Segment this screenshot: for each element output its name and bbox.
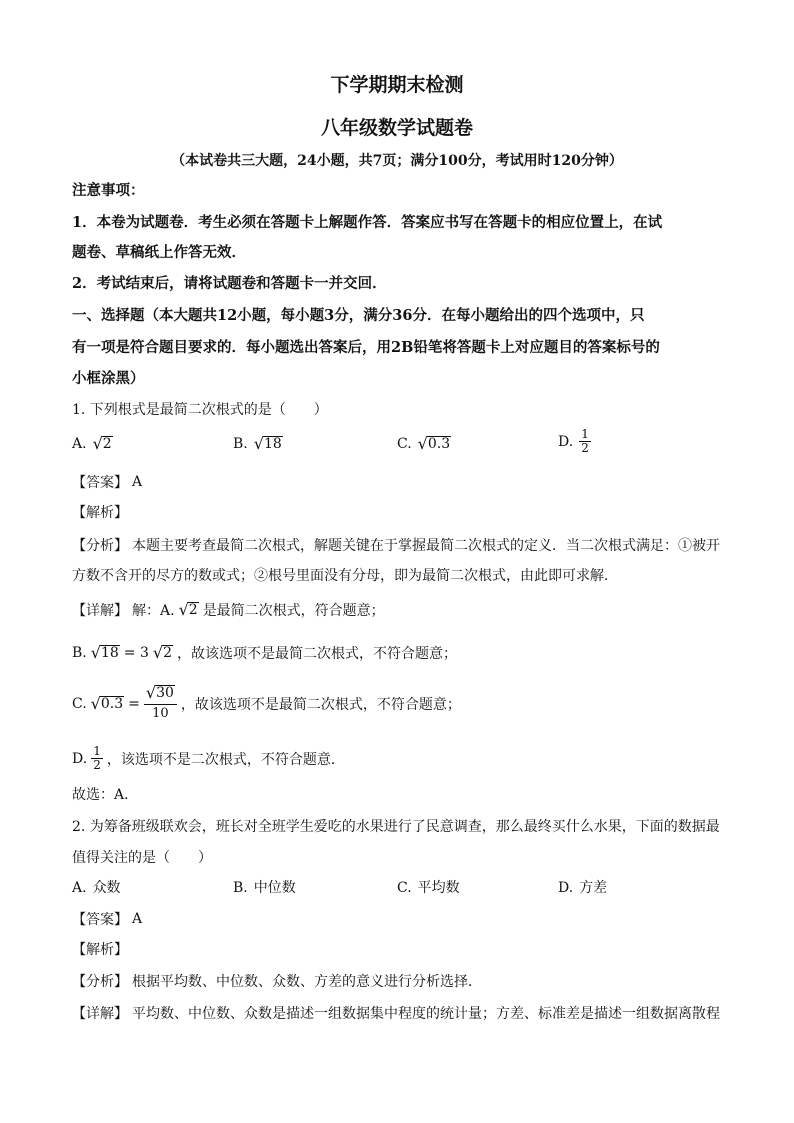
radicand: 2 [188, 602, 198, 618]
option-letter: B. [72, 645, 87, 661]
sqrt-icon: √ [145, 683, 157, 702]
detail-d-text: ，该选项不是二次根式，不符合题意． [106, 751, 345, 768]
equals-text: = 3 [123, 645, 149, 661]
exam-title: 下学期期末检测 [330, 74, 464, 96]
option-letter: B. [233, 436, 248, 452]
notes-item-2: 2．考试结束后，请将试题卷和答题卡一并交回． [72, 275, 387, 292]
sqrt-icon: √ [253, 434, 264, 453]
sqrt-icon: √ [152, 643, 164, 662]
q1-detail-c [72, 685, 461, 723]
detail-tag: 【详解】 [72, 1006, 128, 1022]
denominator: 10 [152, 706, 169, 721]
denominator: 2 [93, 758, 101, 772]
q2-option-b [233, 877, 296, 899]
sqrt-icon: √ [90, 643, 101, 662]
exam-info: （本试卷共三大题，24小题，共7页；满分100分，考试用时120分钟） [171, 153, 623, 169]
q2-analysis-tag: 【解析】 [72, 942, 128, 958]
sqrt-expression [93, 436, 113, 452]
answer-value: A [132, 911, 143, 927]
fenxi-text: 本题主要考查最简二次根式，解题关键在于掌握最简二次根式的定义．当二次根式满足：①被开 [132, 538, 720, 554]
option-letter: D. [558, 433, 574, 450]
radicand: 18 [263, 436, 282, 452]
q1-answer [72, 472, 142, 492]
question-2-stem-line-2: 值得关注的是（ ） [72, 850, 212, 866]
sqrt-expression [418, 436, 451, 452]
equals-text: = [128, 696, 140, 712]
radicand: 0.3 [427, 436, 451, 452]
sqrt-icon: √ [178, 600, 189, 619]
q2-option-d [558, 877, 607, 899]
denominator: 2 [581, 441, 589, 455]
sqrt-expression [91, 696, 124, 712]
exam-subject-title: 八年级数学试题卷 [320, 117, 473, 139]
q2-option-a [72, 877, 121, 899]
q2-answer [72, 909, 142, 929]
q1-detail-b [72, 643, 457, 663]
fenxi-text: 根据平均数、中位数、众数、方差的意义进行分析选择． [132, 974, 482, 990]
sqrt-expression [146, 685, 175, 701]
option-text: 中位数 [253, 880, 296, 896]
radicand: 2 [163, 645, 172, 661]
sqrt-icon: √ [417, 434, 428, 453]
question-1-stem: 1. 下列根式是最简二次根式的是（ ） [72, 402, 328, 418]
option-text: 平均数 [417, 880, 460, 896]
fenxi-tag: 【分析】 [72, 974, 128, 990]
q1-option-c [397, 433, 451, 455]
q1-option-b [233, 433, 283, 455]
detail-a-text: 是最简二次根式，符合题意； [202, 603, 385, 619]
detail-prefix: 解：A. [132, 603, 175, 619]
fenxi-tag: 【分析】 [72, 538, 128, 554]
radicand: 2 [102, 436, 112, 452]
question-2-stem-line-1: 2. 为筹备班级联欢会，班长对全班学生爱吃的水果进行了民意调查，那么最终买什么水果，下面的数据最 [72, 819, 720, 835]
option-letter: D. [72, 750, 88, 767]
detail-c-text: ，故该选项不是最简二次根式，不符合题意； [180, 697, 461, 713]
sqrt-expression [254, 436, 283, 452]
answer-value: A [132, 474, 143, 490]
fraction [91, 745, 103, 772]
q2-option-c [397, 877, 460, 899]
radicand: 0.3 [100, 696, 124, 712]
answer-tag: 【答案】 [72, 475, 128, 491]
option-letter: B. [233, 880, 248, 896]
detail-tag: 【详解】 [72, 603, 128, 619]
detail-text: 平均数、中位数、众数是描述一组数据集中程度的统计量；方差、标准差是描述一组数据离散程 [132, 1006, 720, 1022]
q1-conclusion: 故选：A． [72, 787, 139, 803]
section-1-line-3: 小框涂黑） [72, 370, 145, 387]
q1-analysis-tag: 【解析】 [72, 505, 128, 521]
q1-detail-a [72, 600, 385, 620]
q2-detail [72, 1003, 720, 1023]
answer-tag: 【答案】 [72, 912, 128, 928]
numerator: 1 [581, 427, 589, 441]
option-letter: C. [397, 880, 412, 896]
notes-item-1-line-1: 1．本卷为试题卷．考生必须在答题卡上解题作答．答案应书写在答题卡的相应位置上，在试 [72, 214, 663, 231]
sqrt-icon: √ [90, 694, 101, 713]
numerator: 1 [93, 744, 101, 758]
notes-item-1-line-2: 题卷、草稿纸上作答无效． [72, 244, 246, 261]
detail-b-text: ，故该选项不是最简二次根式，不符合题意； [177, 646, 457, 662]
sqrt-expression [91, 645, 120, 661]
fraction [579, 428, 591, 455]
radicand: 18 [100, 645, 119, 661]
section-1-line-2: 有一项是符合题目要求的．每小题选出答案后，用2B铅笔将答题卡上对应题目的答案标号的 [72, 339, 660, 356]
notes-heading: 注意事项： [72, 182, 145, 199]
option-letter: C. [397, 436, 412, 452]
option-letter: C. [72, 696, 87, 712]
option-letter: A. [72, 436, 87, 452]
q1-fenxi-line-2: 方数不含开的尽方的数或式；②根号里面没有分母，即为最简二次根式，由此即可求解． [72, 568, 618, 584]
option-text: 方差 [579, 880, 608, 896]
option-letter: A. [72, 880, 87, 896]
q2-fenxi [72, 971, 482, 991]
sqrt-expression [153, 645, 173, 661]
sqrt-icon: √ [92, 434, 103, 453]
fraction [144, 685, 177, 723]
q1-option-d [558, 428, 591, 455]
sqrt-expression [179, 602, 199, 618]
q1-fenxi-line-1 [72, 535, 720, 555]
radicand: 30 [156, 685, 174, 701]
option-letter: D. [558, 880, 574, 896]
option-text: 众数 [92, 880, 121, 896]
numerator [144, 685, 177, 705]
q1-detail-d [72, 745, 345, 772]
q1-option-a [72, 433, 113, 455]
section-1-line-1: 一、选择题（本大题共12小题，每小题3分，满分36分．在每小题给出的四个选项中，只 [72, 307, 645, 324]
